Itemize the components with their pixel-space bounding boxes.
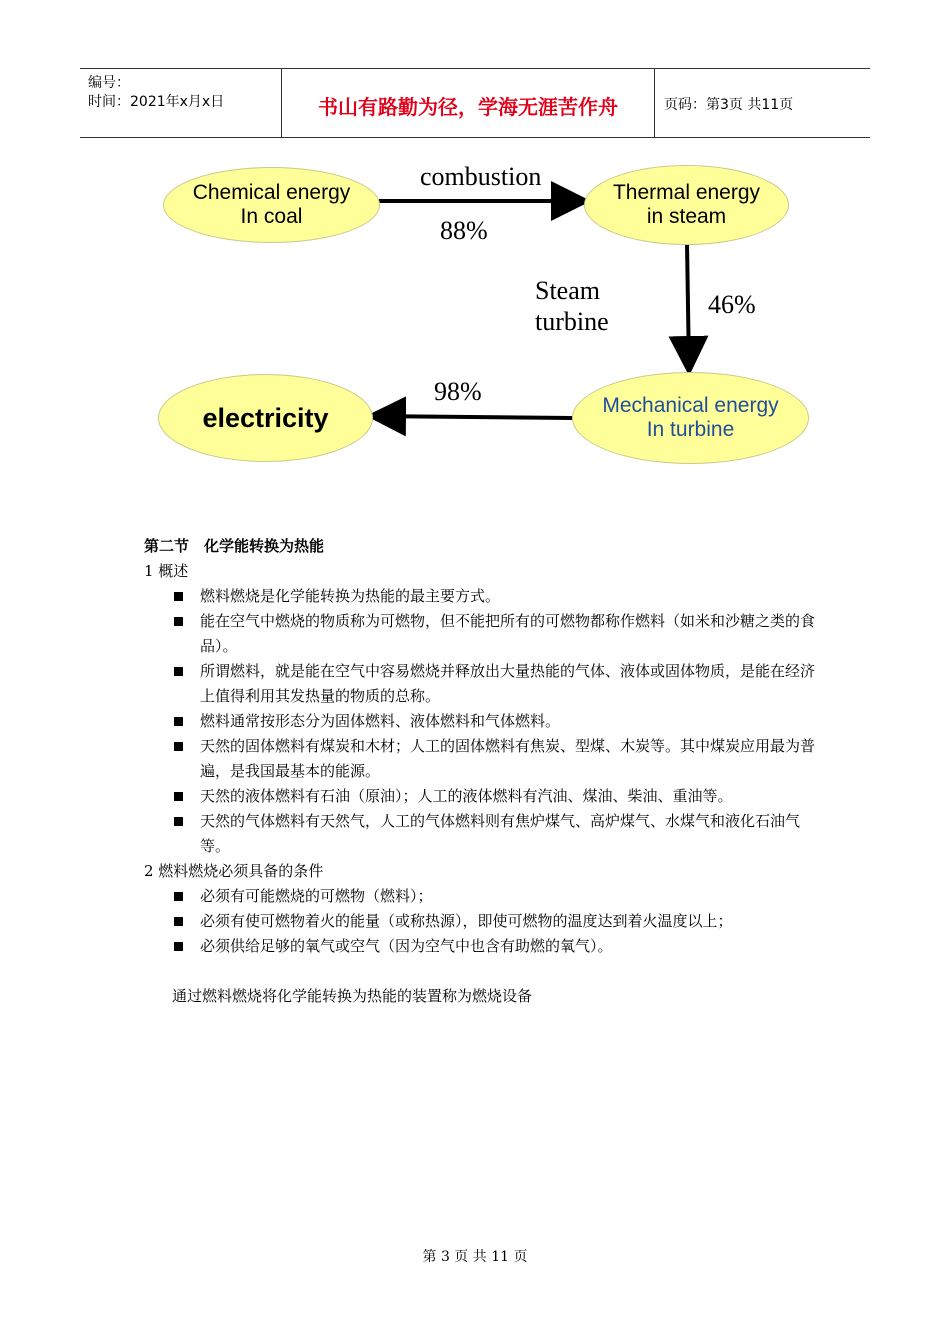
bullet-list-conditions xyxy=(144,884,824,959)
closing-paragraph: 通过燃料燃烧将化学能转换为热能的装置称为燃烧设备 xyxy=(172,987,533,1005)
page-number-label: 页码：第3页 共11页 xyxy=(664,97,794,113)
list-item: 燃料通常按形态分为固体燃料、液体燃料和气体燃料。 xyxy=(172,709,824,734)
date-label: 时间：2021年x月x日 xyxy=(88,94,225,110)
subsection-overview: 1 概述 xyxy=(144,562,189,580)
list-item: 必须有使可燃物着火的能量（或称热源），即使可燃物的温度达到着火温度以上； xyxy=(172,909,824,934)
label-steam: Steam xyxy=(535,276,600,305)
subsection-conditions: 2 燃料燃烧必须具备的条件 xyxy=(144,862,324,880)
node-thermal-energy xyxy=(584,165,789,245)
node-chemical-energy xyxy=(163,167,380,243)
label-efficiency-46: 46% xyxy=(708,290,756,319)
header-center-cell xyxy=(281,69,655,137)
number-label: 编号： xyxy=(88,75,130,91)
motto: 书山有路勤为径，学海无涯苦作舟 xyxy=(318,95,618,119)
label-turbine: turbine xyxy=(535,307,609,336)
node-electricity xyxy=(158,374,373,462)
node-thermal-label: Thermal energy in steam xyxy=(612,181,761,228)
energy-diagram xyxy=(0,150,950,480)
arrow-generator xyxy=(374,416,572,418)
label-combustion: combustion xyxy=(420,162,542,191)
node-chemical-label: Chemical energy In coal xyxy=(192,181,351,228)
section-body xyxy=(144,534,824,1024)
list-item: 所谓燃料，就是能在空气中容易燃烧并释放出大量热能的气体、液体或固体物质，是能在经济上值得利用其发热量的物质的总称。 xyxy=(172,659,824,709)
list-item: 必须有可能燃烧的可燃物（燃料）； xyxy=(172,884,824,909)
page-header xyxy=(80,68,870,138)
list-item: 必须供给足够的氧气或空气（因为空气中也含有助燃的氧气）。 xyxy=(172,934,824,959)
arrow-turbine xyxy=(687,244,689,368)
diagram-arrows xyxy=(0,150,950,480)
node-mechanical-energy xyxy=(572,372,809,464)
list-item: 天然的固体燃料有煤炭和木材；人工的固体燃料有焦炭、型煤、木炭等。其中煤炭应用最为普遍，是我国最基本的能源。 xyxy=(172,734,824,784)
page-footer: 第 3 页 共 11 页 xyxy=(422,1249,528,1265)
list-item: 天然的气体燃料有天然气，人工的气体燃料则有焦炉煤气、高炉煤气、水煤气和液化石油气等。 xyxy=(172,809,824,859)
label-efficiency-88: 88% xyxy=(440,216,488,245)
section-title: 第二节 化学能转换为热能 xyxy=(144,537,325,555)
bullet-list-overview xyxy=(144,584,824,859)
list-item: 能在空气中燃烧的物质称为可燃物，但不能把所有的可燃物都称作燃料（如米和沙糖之类的食品）。 xyxy=(172,609,824,659)
list-item: 天然的液体燃料有石油（原油）；人工的液体燃料有汽油、煤油、柴油、重油等。 xyxy=(172,784,824,809)
header-left-cell xyxy=(80,69,281,137)
header-right-cell xyxy=(654,69,870,137)
label-efficiency-98: 98% xyxy=(434,377,482,406)
node-mechanical-label: Mechanical energy In turbine xyxy=(602,394,779,441)
node-electricity-label: electricity xyxy=(202,402,329,433)
list-item: 燃料燃烧是化学能转换为热能的最主要方式。 xyxy=(172,584,824,609)
